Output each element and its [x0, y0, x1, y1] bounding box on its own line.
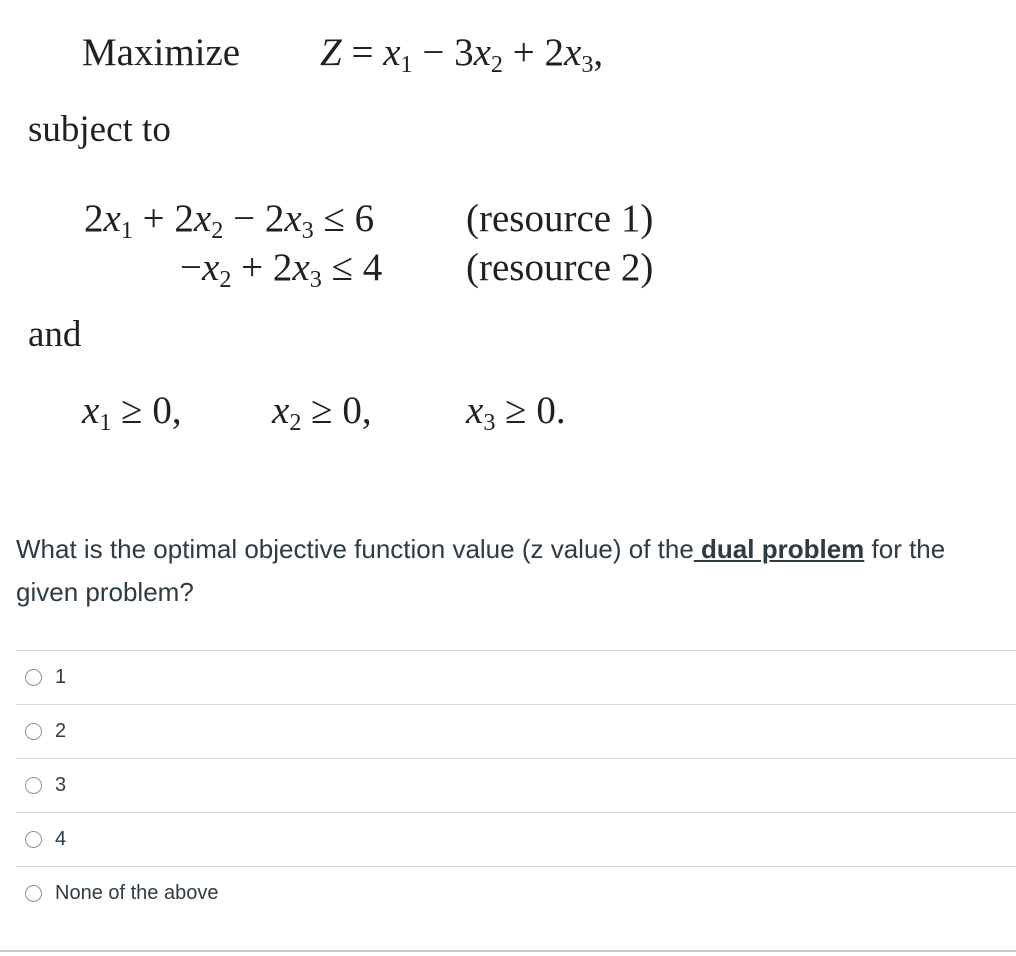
answer-option-label[interactable]: 1	[55, 666, 67, 688]
answer-option-label[interactable]: 2	[55, 720, 67, 742]
radio-button-icon[interactable]	[25, 669, 42, 686]
answer-option-label[interactable]: 4	[55, 828, 67, 850]
answer-option-2[interactable]	[16, 704, 1016, 758]
constraint-2: $-x_2 + 2x_3 \le 4$	[180, 246, 383, 293]
bottom-divider	[0, 950, 1016, 952]
radio-button-icon[interactable]	[25, 885, 42, 902]
question-text: What is the optimal objective function value (z value) of the dual problem for the given problem?	[16, 534, 946, 607]
nonnegativity-x1: $x_1 \ge 0$,	[82, 389, 182, 436]
nonnegativity-x2: $x_2 \ge 0$,	[272, 389, 372, 436]
subject-to-label: subject to	[28, 109, 171, 150]
answer-option-none[interactable]	[16, 866, 1016, 920]
dual-problem-emphasis: dual problem	[701, 534, 865, 564]
constraint-2-label: (resource 2)	[466, 246, 654, 289]
answer-option-3[interactable]	[16, 758, 1016, 812]
maximize-label: Maximize	[82, 31, 241, 74]
and-label: and	[28, 314, 82, 355]
objective-function: $Z = x_1 - 3x_2 + 2x_3$,	[320, 31, 604, 78]
constraint-1: $2x_1 + 2x_2 - 2x_3 \le 6$	[84, 197, 375, 244]
answer-options	[16, 650, 1016, 920]
answer-option-label[interactable]: None of the above	[55, 882, 219, 904]
nonnegativity-x3: $x_3 \ge 0$.	[466, 389, 566, 436]
constraint-1-label: (resource 1)	[466, 197, 654, 240]
answer-option-4[interactable]	[16, 812, 1016, 866]
radio-button-icon[interactable]	[25, 831, 42, 848]
radio-button-icon[interactable]	[25, 777, 42, 794]
radio-button-icon[interactable]	[25, 723, 42, 740]
answer-option-1[interactable]	[16, 650, 1016, 704]
answer-option-label[interactable]: 3	[55, 774, 67, 796]
